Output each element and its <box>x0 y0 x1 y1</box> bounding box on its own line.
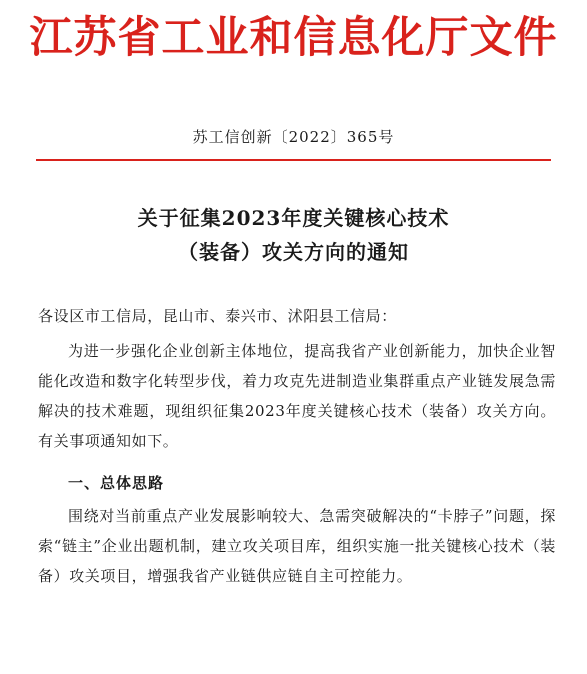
notice-title-line2: （装备）攻关方向的通知 <box>178 240 409 264</box>
intro-paragraph: 为进一步强化企业创新主体地位，提高我省产业创新能力，加快企业智能化改造和数字化转型步伐，着力攻克先进制造业集群重点产业链发展急需解决的技术难题，现组织征集2023年度关键核心技术（装备）攻关方向。有关事项通知如下。 <box>38 342 556 450</box>
salutation: 各设区市工信局，昆山市、泰兴市、沭阳县工信局： <box>38 307 397 325</box>
masthead-title: 江苏省工业和信息化厅文件 <box>29 13 558 63</box>
section-heading: 一、总体思路 <box>68 474 165 492</box>
red-divider-line <box>36 159 551 161</box>
section-paragraph: 围绕对当前重点产业发展影响较大、急需突破解决的“卡脖子”问题，探索“链主”企业出题机制，建立攻关项目库，组织实施一批关键核心技术（装备）攻关项目，增强我省产业链供应链自主可控能力。 <box>38 507 556 585</box>
notice-title-line1: 关于征集2023年度关键核心技术 <box>137 206 450 230</box>
document-number: 苏工信创新〔2022〕365号 <box>192 128 395 146</box>
